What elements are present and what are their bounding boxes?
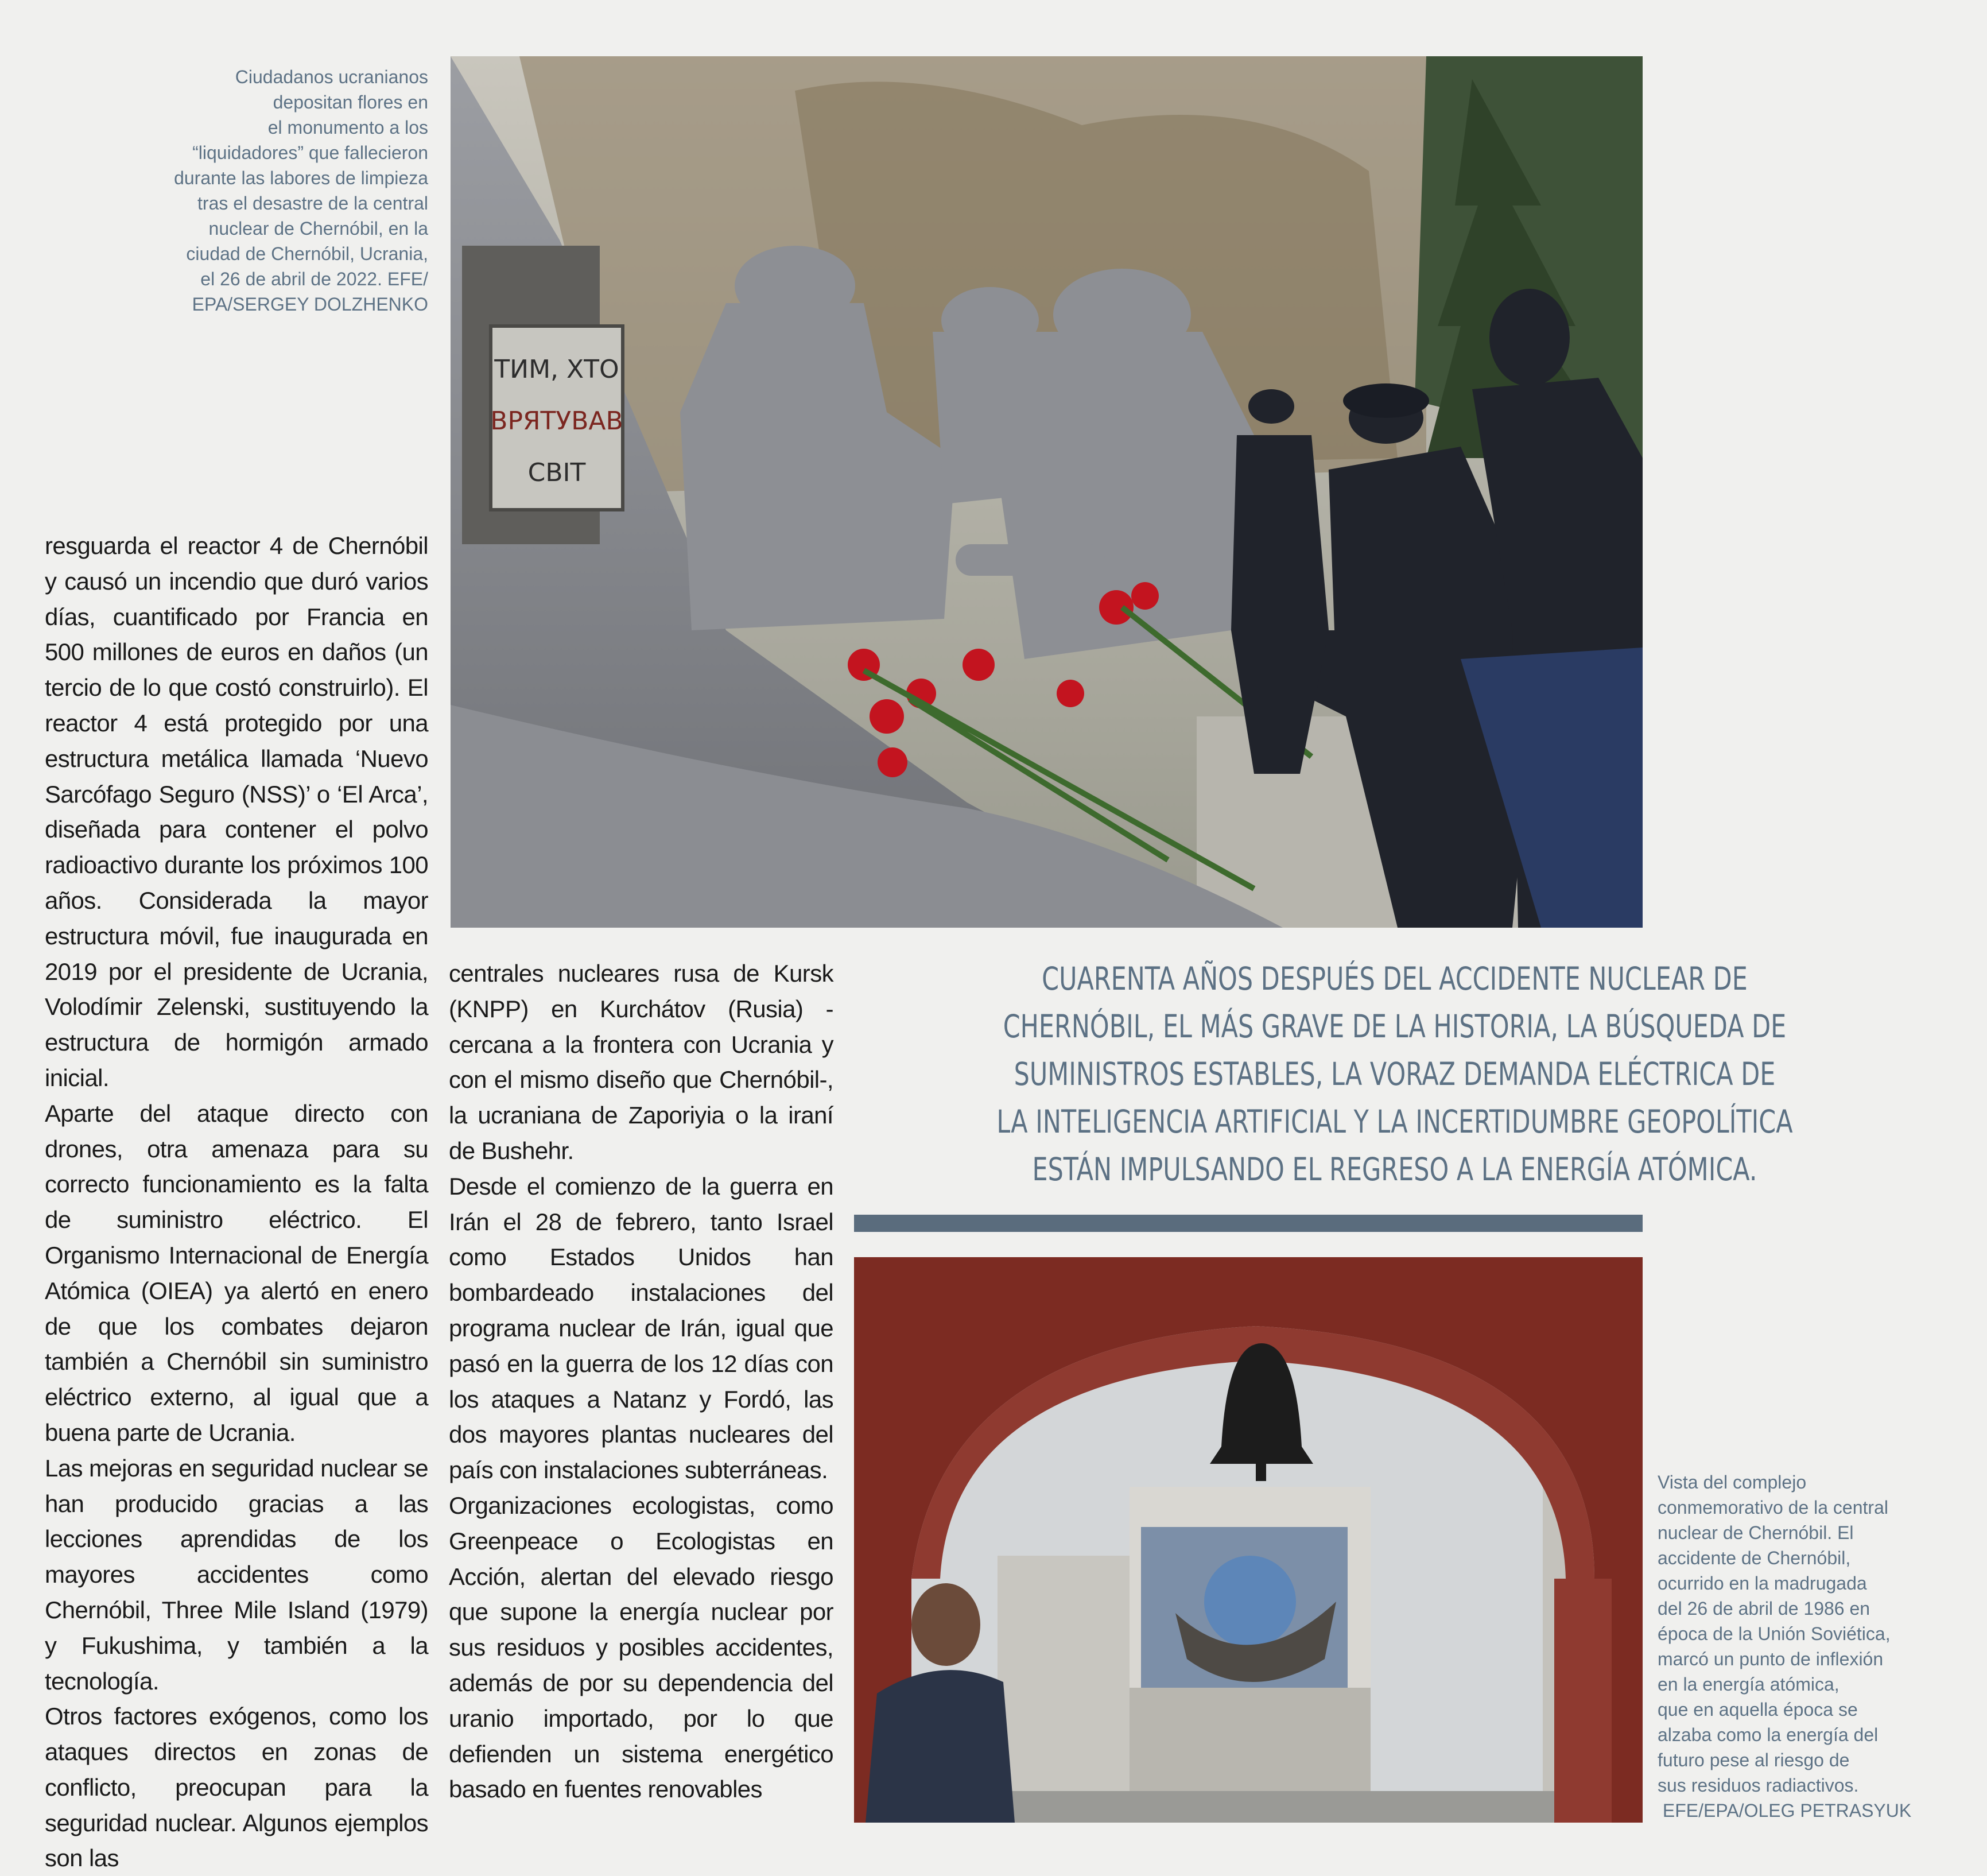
caption-line: depositan flores en: [273, 92, 428, 113]
pull-quote: [979, 955, 1811, 1193]
photo-caption-bottom: [1658, 1470, 1927, 1823]
caption-line: época de la Unión Soviética,: [1658, 1623, 1891, 1644]
caption-credit: EFE/EPA/OLEG PETRASYUK: [1658, 1800, 1912, 1821]
article-column-1: [45, 528, 428, 1876]
caption-line: accidente de Chernóbil,: [1658, 1548, 1851, 1568]
paragraph: Desde el comienzo de la guerra en Irán el 28 de febrero, tanto Israel como Estados Unidos han bombardeado instalaciones del programa nuclear de Irán, igual que pasó en la guerra de los 12 días con los ataques a Natanz y Fordó, las dos mayores plantas nucleares del país con instalaciones subterráneas.: [449, 1172, 833, 1484]
pull-quote-line: CUARENTA AÑOS DESPUÉS DEL ACCIDENTE NUCLEAR DE: [1042, 960, 1748, 997]
caption-line: ocurrido en la madrugada: [1658, 1573, 1867, 1594]
memorial-arch-photo: [854, 1257, 1643, 1823]
caption-line: sus residuos radiactivos.: [1658, 1775, 1859, 1796]
caption-line: alzaba como la energía del: [1658, 1724, 1879, 1745]
caption-line: EPA/SERGEY DOLZHENKO: [192, 294, 428, 315]
divider-bar: [854, 1215, 1643, 1232]
caption-line: nuclear de Chernóbil. El: [1658, 1522, 1854, 1543]
caption-line: el 26 de abril de 2022. EFE/: [200, 269, 428, 289]
caption-line: futuro pese al riesgo de: [1658, 1750, 1850, 1770]
caption-line: Ciudadanos ucranianos: [235, 67, 428, 87]
caption-line: en la energía atómica,: [1658, 1674, 1839, 1695]
caption-line: nuclear de Chernóbil, en la: [208, 218, 428, 239]
caption-line: del 26 de abril de 1986 en: [1658, 1598, 1870, 1619]
caption-line: Vista del complejo: [1658, 1472, 1807, 1493]
caption-line: conmemorativo de la central: [1658, 1497, 1888, 1518]
pull-quote-line: CHERNÓBIL, EL MÁS GRAVE DE LA HISTORIA, LA BÚSQUEDA DE: [1003, 1008, 1787, 1045]
photo-caption-top: [86, 64, 428, 317]
paragraph: Organizaciones ecologistas, como Greenpeace o Ecologistas en Acción, alertan del elevado riesgo que supone la energía nuclear por sus residuos y posibles accidentes, además de por su dependencia del uranio importado, por lo que defienden un sistema energético basado en fuentes renovables: [449, 1491, 833, 1803]
caption-line: durante las labores de limpieza: [174, 168, 428, 188]
plaque-line: ТИМ, ХТО: [494, 355, 619, 384]
pull-quote-line: LA INTELIGENCIA ARTIFICIAL Y LA INCERTIDUMBRE GEOPOLÍTICA: [996, 1103, 1793, 1140]
paragraph: Aparte del ataque directo con drones, otra amenaza para su correcto funcionamiento es la falta de suministro eléctrico. El Organismo Internacional de Energía Atómica (OIEA) ya alertó en enero de que los combates dejaron también a Chernóbil sin suministro eléctrico externo, al igual que a buena parte de Ucrania.: [45, 1099, 428, 1446]
pull-quote-line: ESTÁN IMPULSANDO EL REGRESO A LA ENERGÍA ATÓMICA.: [1032, 1151, 1757, 1188]
monument-photo: [451, 56, 1643, 928]
plaque-line: ВРЯТУВАВ: [490, 406, 623, 436]
caption-line: el monumento a los: [267, 117, 428, 138]
plaque-line: СВІТ: [527, 458, 586, 487]
caption-line: que en aquella época se: [1658, 1699, 1858, 1720]
caption-line: marcó un punto de inflexión: [1658, 1649, 1884, 1669]
caption-line: ciudad de Chernóbil, Ucrania,: [186, 243, 428, 264]
pull-quote-line: SUMINISTROS ESTABLES, LA VORAZ DEMANDA ELÉCTRICA DE: [1014, 1056, 1776, 1092]
caption-line: tras el desastre de la central: [197, 193, 428, 214]
paragraph: resguarda el reactor 4 de Chernóbil y causó un incendio que duró varios días, cuantificado por Francia en 500 millones de euros en daños (un tercio de lo que costó construirlo). El reactor 4 está protegido por una estructura metálica llamada ‘Nuevo Sarcófago Seguro (NSS)’ o ‘El Arca’, diseñada para contener el polvo radioactivo durante los próximos 100 años. Considerada la mayor estructura móvil, fue inaugurada en 2019 por el presidente de Ucrania, Volodímir Zelenski, sustituyendo la estructura de hormigón armado inicial.: [45, 532, 428, 1091]
paragraph: Las mejoras en seguridad nuclear se han producido gracias a las lecciones aprendidas de los mayores accidentes como Chernóbil, Three Mile Island (1979) y Fukushima, y también a la tecnología.: [45, 1454, 428, 1695]
article-column-2: [449, 956, 833, 1807]
caption-line: “liquidadores” que fallecieron: [192, 142, 428, 163]
paragraph: centrales nucleares rusa de Kursk (KNPP) en Kurchátov (Rusia) -cercana a la frontera con Ucrania y con el mismo diseño que Chernóbil-, la ucraniana de Zaporiyia o la iraní de Bushehr.: [449, 960, 833, 1164]
paragraph: Otros factores exógenos, como los ataques directos en zonas de conflicto, preocupan para la seguridad nuclear. Algunos ejemplos son las: [45, 1703, 428, 1872]
